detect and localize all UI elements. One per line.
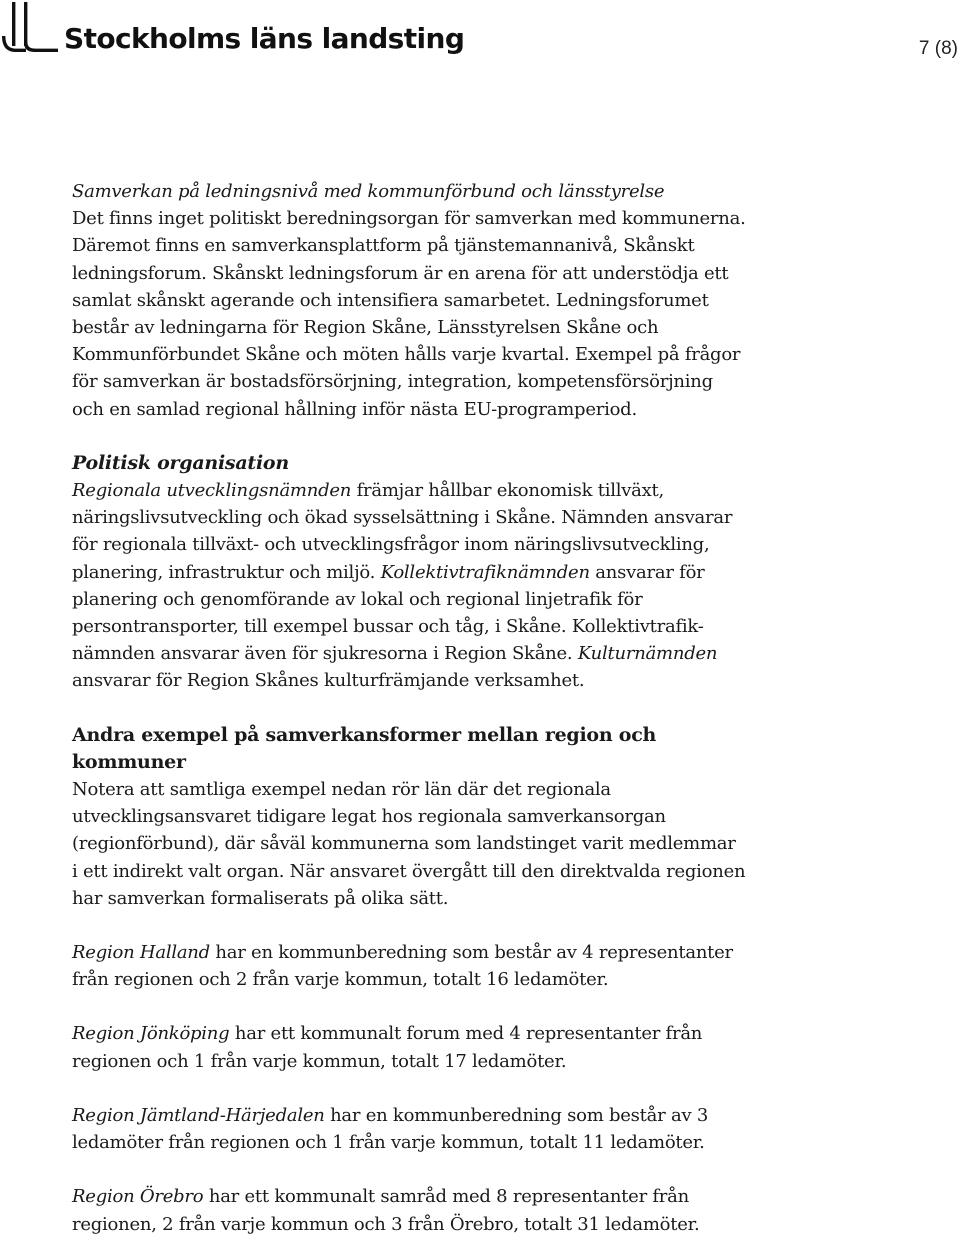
paragraph-line	[72, 477, 942, 504]
region-paragraph	[72, 1183, 942, 1210]
text: främjar hållbar ekonomisk tillväxt,	[351, 480, 664, 502]
sll-logo-icon	[0, 2, 62, 56]
paragraph-line: ledningsforum. Skånskt ledningsforum är en arena för att understödja ett	[72, 262, 729, 284]
page-number: 7 (8)	[918, 38, 958, 59]
text: har ett kommunalt samråd med 8 representanter från	[203, 1186, 689, 1208]
paragraph-line: för samverkan är bostadsförsörjning, integration, kompetensförsörjning	[72, 371, 713, 393]
section-heading-andra: Andra exempel på samverkansformer mellan region och	[72, 723, 657, 746]
paragraph-line: planering och genomförande av lokal och regional linjetrafik för	[72, 588, 643, 610]
paragraph-line: regionen, 2 från varje kommun och 3 från Örebro, totalt 31 ledamöter.	[72, 1213, 700, 1235]
paragraph-line: från regionen och 2 från varje kommun, totalt 16 ledamöter.	[72, 969, 609, 991]
paragraph-line: består av ledningarna för Region Skåne, Länsstyrelsen Skåne och	[72, 317, 659, 339]
text: ansvarar för	[589, 561, 705, 583]
paragraph-line: samlat skånskt agerande och intensifiera samarbetet. Ledningsforumet	[72, 289, 709, 311]
paragraph-line	[72, 559, 942, 586]
region-paragraph	[72, 1102, 942, 1129]
text: nämnden ansvarar även för sjukresorna i Region Skåne.	[72, 643, 578, 665]
paragraph-line: Däremot finns en samverkansplattform på tjänstemannanivå, Skånskt	[72, 235, 695, 257]
paragraph-line	[72, 640, 942, 667]
emphasis: Kulturnämnden	[577, 643, 718, 665]
text: planering, infrastruktur och miljö.	[72, 561, 381, 583]
region-name: Region Jämtland-Härjedalen	[72, 1104, 325, 1126]
emphasis: Regionala utvecklingsnämnden	[72, 480, 352, 502]
paragraph-line: och en samlad regional hållning inför nästa EU-programperiod.	[72, 398, 637, 420]
paragraph-line: persontransporter, till exempel bussar och tåg, i Skåne. Kollektivtrafik-	[72, 616, 704, 638]
emphasis: Kollektivtrafiknämnden	[380, 561, 590, 583]
text: har ett kommunalt forum med 4 representanter från	[229, 1023, 703, 1045]
paragraph-line: Kommunförbundet Skåne och möten hålls varje kvartal. Exempel på frågor	[72, 344, 741, 366]
document-body	[72, 178, 942, 1238]
section-heading-samverkan: Samverkan på ledningsnivå med kommunförbund och länsstyrelse	[72, 181, 665, 202]
paragraph-line: regionen och 1 från varje kommun, totalt 17 ledamöter.	[72, 1050, 567, 1072]
region-name: Region Halland	[72, 942, 210, 964]
region-paragraph	[72, 939, 942, 966]
paragraph-line: (regionförbund), där såväl kommunerna som landstinget varit medlemmar	[72, 833, 736, 855]
paragraph-line: i ett indirekt valt organ. När ansvaret övergått till den direktvalda regionen	[72, 860, 746, 882]
text: har en kommunberedning som består av 4 representanter	[209, 942, 733, 964]
text: har en kommunberedning som består av 3	[324, 1104, 709, 1126]
logo-text: Stockholms läns landsting	[64, 22, 465, 55]
paragraph-line: för regionala tillväxt- och utvecklingsfrågor inom näringslivsutveckling,	[72, 534, 710, 556]
paragraph-line: ledamöter från regionen och 1 från varje kommun, totalt 11 ledamöter.	[72, 1132, 705, 1154]
paragraph-line: Notera att samtliga exempel nedan rör län där det regionala	[72, 779, 611, 801]
paragraph-line: utvecklingsansvaret tidigare legat hos regionala samverkansorgan	[72, 806, 666, 828]
region-name: Region Örebro	[72, 1186, 204, 1208]
paragraph-line: har samverkan formaliserats på olika sätt.	[72, 887, 449, 909]
region-name: Region Jönköping	[72, 1023, 230, 1045]
region-paragraph	[72, 1020, 942, 1047]
section-heading-politisk: Politisk organisation	[72, 451, 289, 474]
paragraph-line: Det finns inget politiskt beredningsorgan för samverkan med kommunerna.	[72, 208, 746, 230]
section-heading-andra-cont: kommuner	[72, 750, 186, 773]
paragraph-line: ansvarar för Region Skånes kulturfrämjande verksamhet.	[72, 670, 585, 692]
paragraph-line: näringslivsutveckling och ökad sysselsättning i Skåne. Nämnden ansvarar	[72, 507, 733, 529]
